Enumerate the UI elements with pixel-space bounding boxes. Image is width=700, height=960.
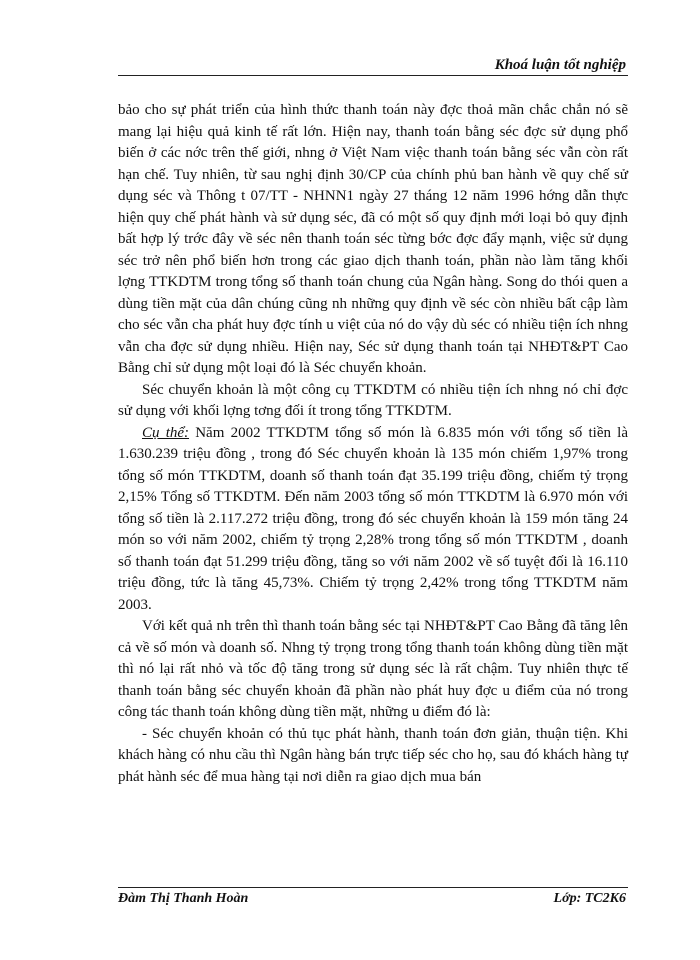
paragraph-5: - Séc chuyển khoản có thủ tục phát hành, thanh toán đơn giản, thuận tiện. Khi khách hàng có nhu cầu thì Ngân hàng bán trực tiếp séc cho họ, sau đó khách hàng tự phát hành séc để mua hàng tại nơi diễn ra giao dịch mua bán [118,725,628,785]
paragraph-3 [118,423,628,617]
footer-author: Đàm Thị Thanh Hoàn [118,891,249,906]
paragraph-3-label: Cụ thể: [142,424,190,441]
footer-divider [118,887,628,888]
header-title: Khoá luận tốt nghiệp [494,57,626,73]
footer-class: Lớp: TC2K6 [553,891,626,906]
paragraph-4: Với kết quả nh trên thì thanh toán bằng séc tại NHĐT&PT Cao Bằng đã tăng lên cả về số món và doanh số. Nhng tỷ trọng trong tổng thanh toán không dùng tiền mặt thì nó lại rất nhỏ và tốc độ tăng trong sử dụng séc là rất chậm. Tuy nhiên thực tế thanh toán bằng séc chuyển khoản đã phần nào phát huy đợc u điểm của nó trong công tác thanh toán không dùng tiền mặt, những u điểm đó là: [118,618,628,720]
paragraph-3-text: Năm 2002 TTKDTM tổng số món là 6.835 món với tổng số tiền là 1.630.239 triệu đồng , trong đó Séc chuyển khoản là 135 món chiếm 1,97% trong tổng số món TTKDTM, doanh số thanh toán đạt 35.199 triệu đồng, chiếm tỷ trọng 2,15% Tổng số TTKDTM. Đến năm 2003 tổng số món TTKDTM là 6.970 món với tổng số tiền là 2.117.272 triệu đồng, trong đó séc chuyển khoản là 159 món tăng 24 món so với năm 2002, chiếm tỷ trọng 2,28% trong tổng số món TTKDTM , doanh số thanh toán đạt 51.299 triệu đồng, tăng so với năm 2002 về số tuyệt đối là 16.110 triệu đồng, tức là tăng 45,73%. Chiếm tỷ trọng 2,42% trong tổng TTKDTM năm 2003. [118,424,629,613]
header-divider [118,75,628,76]
paragraph-1: bảo cho sự phát triển của hình thức thanh toán này đợc thoả mãn chắc chắn nó sẽ mang lại hiệu quả kinh tế rất lớn. Hiện nay, thanh toán bằng séc đợc sử dụng phổ biến ở các nớc trên thế giới, nhng ở Việt Nam việc thanh toán bằng séc vẫn còn rất hạn chế. Tuy nhiên, từ sau nghị định 30/CP của chính phủ ban hành về quy chế sử dụng séc và Thông t 07/TT - NHNN1 ngày 27 tháng 12 năm 1996 hớng dẫn thực hiện quy chế phát hành và sử dụng séc, đã có một số quy định mới loại bỏ quy định bất hợp lý trớc đây về séc nên thanh toán séc từng bớc đợc đẩy mạnh, việc sử dụng séc trở nên phổ biến hơn trong các giao dịch thanh toán, phần nào làm tăng khối lợng TTKDTM trong tổng số thanh toán chung của Ngân hàng. Song do thói quen a dùng tiền mặt của dân chúng cũng nh những quy định về séc còn nhiều bất cập làm cho séc vẫn cha phát huy đợc tính u việt của nó do vậy dù séc có nhiều tiện ích nhng vẫn cha đợc sử dụng nhiều. Hiện nay, Séc sử dụng thanh toán tại NHĐT&PT Cao Bằng chỉ sử dụng một loại đó là Séc chuyển khoản. [118,102,628,376]
body-text [118,100,628,788]
paragraph-2: Séc chuyển khoản là một công cụ TTKDTM có nhiều tiện ích nhng nó chỉ đợc sử dụng với khối lợng tơng đối ít trong tổng TTKDTM. [118,381,628,419]
